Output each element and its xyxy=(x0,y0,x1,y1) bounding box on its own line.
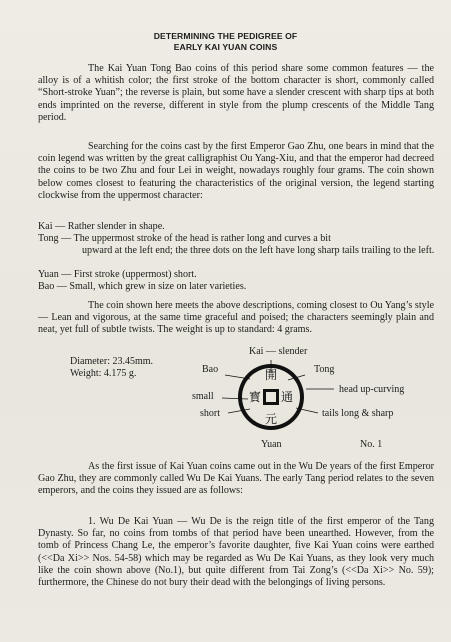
list-item-yuan: Yuan — First stroke (uppermost) short. xyxy=(38,269,197,280)
paragraph-wu-de-kai-yuan: 1. Wu De Kai Yuan — Wu De is the reign title of the first emperor of the Tang Dynasty. So far, no coins from tombs of that period have been unearthed. However, from the tomb of Princess Chang Le, the emperor’s favorite daughter, five Kai Yuan coins were earthed (<<Da Xi>> Nos. 54-58) which may be regarded as Wu De Kai Yuans, as they look very much like the coin shown above (No.1), but quite different from Tai Zong’s (<<Da Xi>> No. 59); furthermore, the Chinese do not bury their dead with the belongings of living persons. xyxy=(38,516,434,589)
label-head-up-curving: head up-curving xyxy=(339,384,405,395)
paragraph-searching: Searching for the coins cast by the first Emperor Gao Zhu, one bears in mind that the coin legend was written by the great calligraphist Ou Yang-Xiu, and that the emperor had decreed the coins to be two Zhu and four Lei in weight, nowadays roughly four grams. The coin shown below comes closest to featuring the characteristics of the original version, the legend starting clockwise from the uppermost character: xyxy=(38,141,434,201)
label-tails-long-sharp: tails long & sharp xyxy=(322,408,394,419)
coin-glyph-bao: 寳 xyxy=(248,390,262,404)
page-title-line-1: DETERMINING THE PEDIGREE OF xyxy=(153,31,298,41)
list-item-bao: Bao — Small, which grew in size on later varieties. xyxy=(38,281,247,292)
coin-glyph-yuan: 元 xyxy=(264,412,278,426)
paragraph-coin-description: The coin shown here meets the above descriptions, coming closest to Ou Yang’s style — Lean and vigorous, at the same time graceful and poised; the characters seemingly plain and neat, yet full of subtle twists. The weight is up to standard: 4 grams. xyxy=(38,300,434,336)
coin-weight: Weight: 4.175 g. xyxy=(70,368,137,379)
list-item-kai: Kai — Rather slender in shape. xyxy=(38,221,165,232)
label-yuan: Yuan xyxy=(261,439,282,450)
label-kai-slender: Kai — slender xyxy=(249,346,308,357)
label-tong: Tong xyxy=(314,364,335,375)
page-title-line-2: EARLY KAI YUAN COINS xyxy=(173,42,278,52)
paragraph-first-issue: As the first issue of Kai Yuan coins came out in the Wu De years of the first Emperor Gao Zhu, they are commonly called Wu De Kai Yuans. The early Tang period relates to the seven emperors, and the coins they issued are as follows: xyxy=(38,461,434,497)
coin-diameter: Diameter: 23.45mm. xyxy=(70,356,154,367)
coin-glyph-tong: 通 xyxy=(280,390,294,404)
coin-glyph-kai: 開 xyxy=(264,368,278,382)
list-item-tong: Tong — The uppermost stroke of the head is rather long and curves a bit xyxy=(38,233,331,244)
label-short: short xyxy=(200,408,220,419)
figure-number: No. 1 xyxy=(360,439,383,450)
list-item-tong-continued: upward at the left end; the three dots on the left have long sharp tails trailing to the left. xyxy=(82,245,435,256)
label-small: small xyxy=(192,391,214,402)
coin-hole-inner xyxy=(266,392,276,402)
label-bao: Bao xyxy=(202,364,219,375)
paragraph-common-features: The Kai Yuan Tong Bao coins of this period share some common features — the alloy is of a whitish color; the first stroke of the bottom character is short, commonly called “Short-stroke Yuan”; the reverse is plain, but some have a slender crescent with sharp tips at both ends imprinted on the reverse, different in style from the plump crescents of the Middle Tang period. xyxy=(38,63,434,123)
